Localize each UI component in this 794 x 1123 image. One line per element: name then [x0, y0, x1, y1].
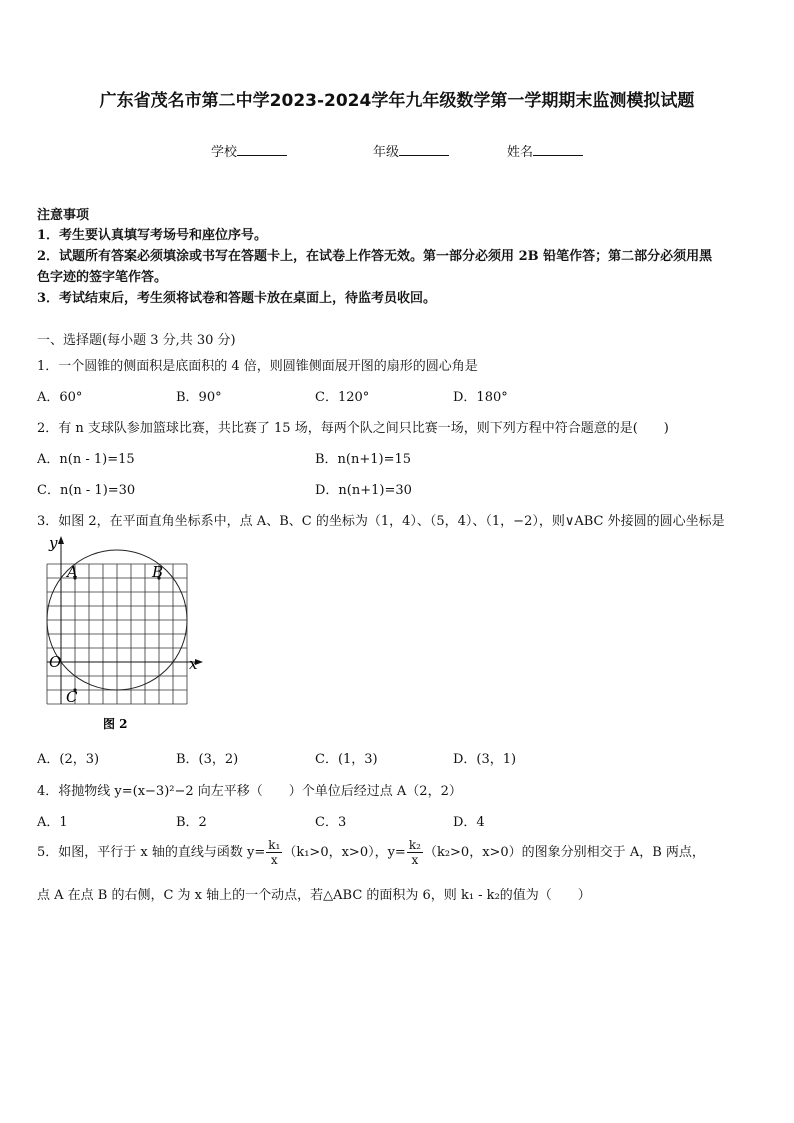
q5-fraction-1: [266, 838, 282, 867]
x-axis-label: x: [189, 655, 198, 673]
notes-heading: 注意事项: [37, 208, 90, 223]
q5-fraction-2: [407, 838, 423, 867]
q1-option-c: C．120°: [315, 390, 370, 405]
q4-stem: 4．将抛物线 y=(x−3)²−2 向左平移（ ）个单位后经过点 A（2，2）: [37, 784, 462, 799]
y-axis-arrow-icon: [58, 536, 64, 544]
grid-lines: [47, 564, 187, 704]
q5-stem-line2: 点 A 在点 B 的右侧，C 为 x 轴上的一个动点，若△ABC 的面积为 6，则 k₁ - k₂的值为（ ）: [37, 888, 591, 903]
coordinate-grid-diagram: [37, 530, 207, 735]
q2-option-d: D．n(n+1)=30: [315, 483, 412, 498]
q3-figure: [37, 530, 207, 739]
name-label: 姓名: [507, 145, 534, 160]
notes-item-3: 3．考试结束后，考生须将试卷和答题卡放在桌面上，待监考员收回。: [37, 291, 437, 306]
q2-option-b: B．n(n+1)=15: [315, 452, 412, 467]
q5-stem-part2: （k₁>0，x>0），y=: [283, 845, 406, 860]
notes-item-1: 1．考生要认真填写考场号和座位序号。: [37, 228, 268, 243]
section-heading: 一、选择题(每小题 3 分,共 30 分): [37, 333, 236, 348]
q2-option-c: C．n(n - 1)=30: [37, 483, 136, 498]
origin-label: O: [49, 653, 62, 671]
q2-option-a: A．n(n - 1)=15: [37, 452, 135, 467]
q5-stem-line1: [37, 838, 705, 867]
q3-option-d: D．(3，1): [453, 752, 517, 767]
point-c-label: C: [66, 688, 78, 706]
q5-stem-part3: （k₂>0，x>0）的图象分别相交于 A，B 两点，: [423, 845, 705, 860]
q5-frac1-numerator: k₁: [268, 838, 281, 852]
q2-stem: 2．有 n 支球队参加篮球比赛，共比赛了 15 场，每两个队之间只比赛一场，则下列方程中符合题意的是( ): [37, 421, 669, 436]
point-a-label: A: [67, 563, 78, 581]
q3-stem: 3．如图 2，在平面直角坐标系中，点 A、B、C 的坐标为（1，4）、（5，4）、（1，−2），则∨ABC 外接圆的圆心坐标是: [37, 514, 725, 529]
grade-blank: [399, 143, 449, 156]
grade-field: [373, 141, 449, 160]
q4-option-a: A．1: [37, 815, 68, 830]
y-axis-label: y: [49, 534, 58, 552]
q4-option-d: D．4: [453, 815, 485, 830]
q5-stem-part1: 5．如图，平行于 x 轴的直线与函数 y=: [37, 845, 266, 860]
q3-option-a: A．(2，3): [37, 752, 100, 767]
school-blank: [237, 143, 287, 156]
notes-item-2: 2．试题所有答案必须填涂或书写在答题卡上，在试卷上作答无效。第一部分必须用 2B 铅笔作答；第二部分必须用黑: [37, 249, 713, 264]
notes-item-2-cont: 色字迹的签字笔作答。: [37, 270, 168, 285]
q1-option-a: A．60°: [37, 390, 83, 405]
q1-stem: 1．一个圆锥的侧面积是底面积的 4 倍，则圆锥侧面展开图的扇形的圆心角是: [37, 359, 478, 374]
q5-frac2-numerator: k₂: [408, 838, 421, 852]
grade-label: 年级: [373, 145, 400, 160]
figure-caption: 图 2: [103, 717, 128, 731]
q4-option-c: C．3: [315, 815, 347, 830]
name-blank: [533, 143, 583, 156]
q5-frac2-denominator: x: [411, 853, 419, 867]
q4-option-b: B．2: [176, 815, 207, 830]
q1-option-d: D．180°: [453, 390, 508, 405]
q3-option-b: B．(3，2): [176, 752, 239, 767]
point-b-label: B: [152, 563, 164, 581]
page-title: 广东省茂名市第二中学2023-2024学年九年级数学第一学期期末监测模拟试题: [99, 91, 695, 111]
school-field: [211, 141, 287, 160]
school-label: 学校: [211, 145, 238, 160]
q3-option-c: C．(1，3): [315, 752, 378, 767]
q5-frac1-denominator: x: [270, 853, 278, 867]
q1-option-b: B．90°: [176, 390, 222, 405]
name-field: [507, 141, 583, 160]
